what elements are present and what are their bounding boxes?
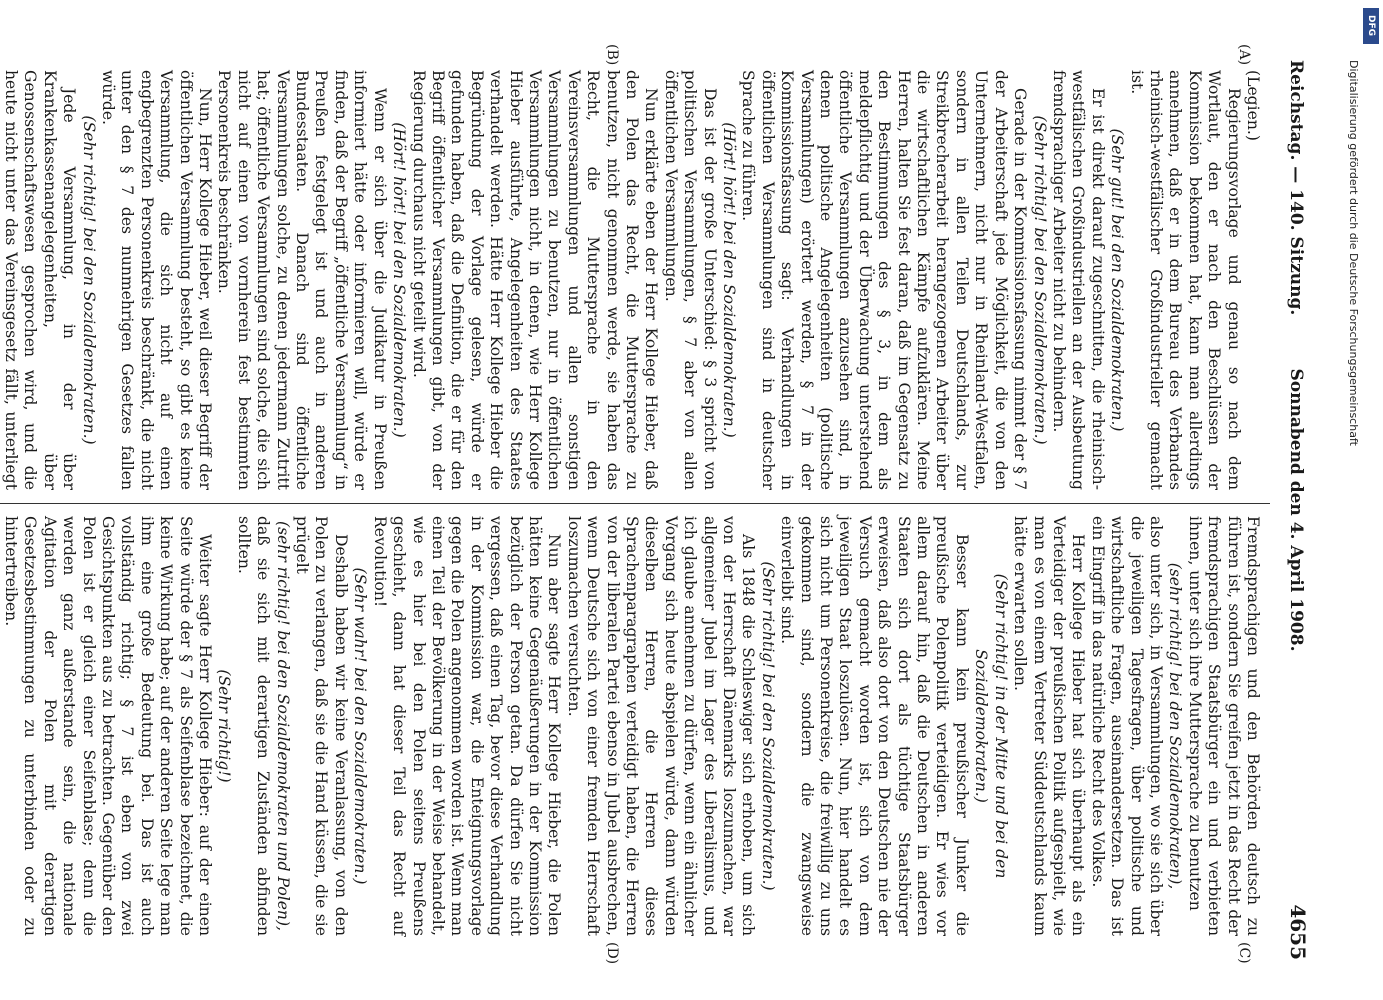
dfg-logo: DFG: [1363, 8, 1379, 44]
paragraph: Das ist der große Unterschied: § 3 spricht von politischen Versammlungen, § 7 aber von allen öffentlichen Versammlungen.: [661, 70, 719, 490]
column-divider: [0, 503, 1270, 504]
page-header: [1274, 60, 1314, 960]
paragraph: (Sehr richtig! bei den Sozialdemokraten.): [758, 561, 777, 891]
paragraph: (Sehr richtig! in der Mitte und bei den Sozialdemokraten.): [972, 573, 1010, 879]
paragraph: Fremdsprachigen und den Behörden deutsch zu führen ist, sondern Sie greifen jetzt in das Recht der fremdsprachigen Staatsbürger ein und verbieten ihnen, unter sich ihre Muttersprache zu benutzen: [1185, 516, 1262, 936]
margin-mark-d: (D): [604, 942, 620, 965]
paragraph: [0, 516, 1, 936]
margin-mark-c: (C): [1236, 942, 1252, 964]
paragraph: (Sehr gut! bei den Sozialdemokraten.): [1108, 128, 1127, 432]
header-date: Sonnabend den 4. April 1908.: [1286, 368, 1306, 652]
paragraph: (Sehr richtig! bei den Sozialdemokraten.): [1030, 115, 1049, 445]
paragraph: (sehr richtig! bei den Sozialdemokraten und Polen),: [273, 520, 292, 932]
paragraph: Herr Kollege Hieber hat sich überhaupt als ein Verteidiger der preußischen Politik aufgespielt, wie man es von einem Vertreter Süddeutschlands kaum hätte erwarten sollen.: [1011, 516, 1088, 936]
paragraph: also unter sich, in Versammlungen, wo sie sich über die jeweiligen Tagesfragen, über politische und wirtschaftliche Fragen, auseinandersetzen. Das ist ein Eingriff in das natürliche Recht des Volkes.: [1088, 516, 1165, 936]
paragraph: Als 1848 die Schleswiger sich erhoben, um sich von der Herrschaft Dänemarks loszumachen, war allgemeiner Jubel im Lager des Liberalismus, und ich glaube annehmen zu dürfen, wenn ein ähnlicher Vorgang sich heute abspielen würde, dann würden dieselben Herren, die Herren dieses Sprachenparagraphen verteidigt haben, die Herren von der liberalen Partei ebenso in Jubel ausbrechen, wenn Deutsche sich von einer fremden Herrschaft loszumachen versuchten.: [564, 516, 758, 936]
paragraph: Regierungsvorlage und genau so nach dem Wortlaut, den er nach den Beschlüssen der Kommission bekommen hat, kann man allerdings annehmen, daß er in dem Bureau des Verbandes rheinisch-westfälischer Großindustrieller gemacht ist.: [1127, 70, 1243, 490]
paragraph: (Hört! hört! bei den Sozialdemokraten.): [720, 122, 739, 438]
paragraph: (Sehr richtig! bei den Sozialdemokraten.): [79, 115, 98, 445]
header-session: Reichstag. — 140. Sitzung.: [1286, 60, 1306, 316]
paragraph: Jede Versammlung, in der über Krankenkassenangelegenheiten, über Genossenschaftswesen gesprochen wird, und die heute nicht unter das Vereinsgesetz fällt, unterliegt: [2, 70, 79, 490]
paragraph: Nun, Herr Kollege Hieber, weil dieser Begriff der öffentlichen Versammlung besteht, so gibt es keine Versammlung, die sich nicht auf einen engbegrenzten Personenkreis beschränkt, die nicht unter den § 7 des nunmehrigen Gesetzes fallen würde.: [99, 70, 215, 490]
margin-mark-a: (A): [1236, 44, 1252, 66]
paragraph: daß sie sich mit derartigen Zuständen abfinden sollten.: [234, 516, 273, 936]
paragraph: Deshalb haben wir keine Veranlassung, von den Polen zu verlangen, daß sie die Hand küssen, die sie prügelt: [293, 516, 350, 936]
left-column: [0, 70, 1262, 490]
paragraph: Er ist direkt darauf zugeschnitten, die rheinisch-westfälischen Großindustriellen an der Ausbeutung fremdsprachiger Arbeiter nicht zu behindern.: [1049, 70, 1107, 490]
margin-mark-b: (B): [604, 44, 620, 66]
paragraph: Gerade in der Kommissionsfassung nimmt der § 7 der Arbeiterschaft jede Möglichkeit, die von den Unternehmern, nicht nur in Rheinland-Westfalen, sondern in allen Teilen Deutschlands, zur Streikbrecherarbeit herangezogenen Arbeiter über die wirtschaftlichen Kämpfe aufzuklären. Meine Herren, halten Sie fest daran, daß im Gegensatz zu den Bestimmungen des § 3, in dem als meldepflichtig und der Überwachung unterstehend öffentliche Versammlungen anzusehen sind, in denen politische Angelegenheiten (politische Versammlungen) erörtert werden, § 7 in der Kommissionsfassung sagt: Verhandlungen in öffentlichen Versammlungen sind in deutscher Sprache zu führen.: [739, 70, 1030, 490]
paragraph: Besser kann kein preußischer Junker die preußische Polenpolitik verteidigen. Er wies vor allem darauf hin, daß die Deutschen in anderen Staaten sich dort als tüchtige Staatsbürger erweisen, daß also dort von den Deutschen nie der Versuch gemacht worden ist, sich von dem jeweiligen Staat loszulösen. Nun, hier handelt es sich nicht um Personenkreise, die freiwillig zu uns gekommen sind, sondern die zwangsweise einverleibt sind.: [778, 516, 971, 936]
paragraph: (Sehr richtig!): [215, 669, 234, 783]
paragraph: Wenn er sich über die Judikatur in Preußen informiert hätte oder informieren will, würde er finden, daß der Begriff „öffentliche Versammlung“ in Preußen festgelegt ist und auch in anderen Bundesstaaten. Danach sind öffentliche Versammlungen solche, zu denen jedermann Zutritt hat; öffentliche Versammlungen sind solche, die sich nicht auf einen von vornherein fest bestimmten Personenkreis beschränken.: [215, 70, 389, 490]
paragraph: (Hört! hört! bei den Sozialdemokraten.): [390, 122, 409, 438]
right-column: [0, 516, 1262, 936]
paragraph: Nun aber sagte Herr Kollege Hieber, die Polen hätten keine Gegenäußerungen in der Kommission bezüglich der Person getan. Da dürfen Sie nicht vergessen, daß einen Tag, bevor diese Verhandlung in der Kommission war, die Enteignungsvorlage gegen die Polen angenommen worden ist. Wenn man einen Teil der Bevölkerung in der Weise behandelt, wie es hier bei den Polen seitens Preußens geschieht, dann hat dieser Teil das Recht auf Revolution!: [370, 516, 564, 936]
paragraph: (Sehr wahr! bei den Sozialdemokraten.): [351, 567, 370, 885]
paragraph: (sehr richtig! bei den Sozialdemokraten),: [1166, 562, 1185, 890]
page-number: 4655: [1286, 904, 1310, 960]
paragraph: Weiter sagte Herr Kollege Hieber: auf der einen Seite würde der § 7 als Seifenblase bezeichnet, die keine Wirkung habe; auf der anderen Seite lege man ihm eine große Bedeutung bei. Das ist auch vollständig richtig; § 7 ist eben von zwei Gesichtspunkten aus zu betrachten. Gegenüber den Polen ist er gleich einer Seifenblase; denn die werden ganz außerstande sein, die nationale Agitation der Polen mit derartigen Gesetzesbestimmungen zu unterbinden oder zu hintertreiben.: [2, 516, 215, 936]
paragraph: (Legien.): [1244, 70, 1262, 141]
paragraph: Nun erklärte eben der Herr Kollege Hieber, daß den Polen das Recht, die Muttersprache zu benutzen, nicht genommen werde, sie haben das Recht, die Muttersprache in den Vereinsversammlungen und allen sonstigen Versammlungen zu benutzen, nur in öffentlichen Versammlungen nicht, in denen, wie Herr Kollege Hieber ausführte, Angelegenheiten des Staates verhandelt werden. Hätte Herr Kollege Hieber die Begründung der Vorlage gelesen, würde er gefunden haben, daß die Definition, die er für den Begriff öffentlicher Versammlungen gibt, von der Regierung durchaus nicht geteilt wird.: [409, 70, 661, 490]
digitization-credit: Digitalisierung gefördert durch die Deutsche Forschungsgemeinschaft: [1347, 60, 1360, 446]
